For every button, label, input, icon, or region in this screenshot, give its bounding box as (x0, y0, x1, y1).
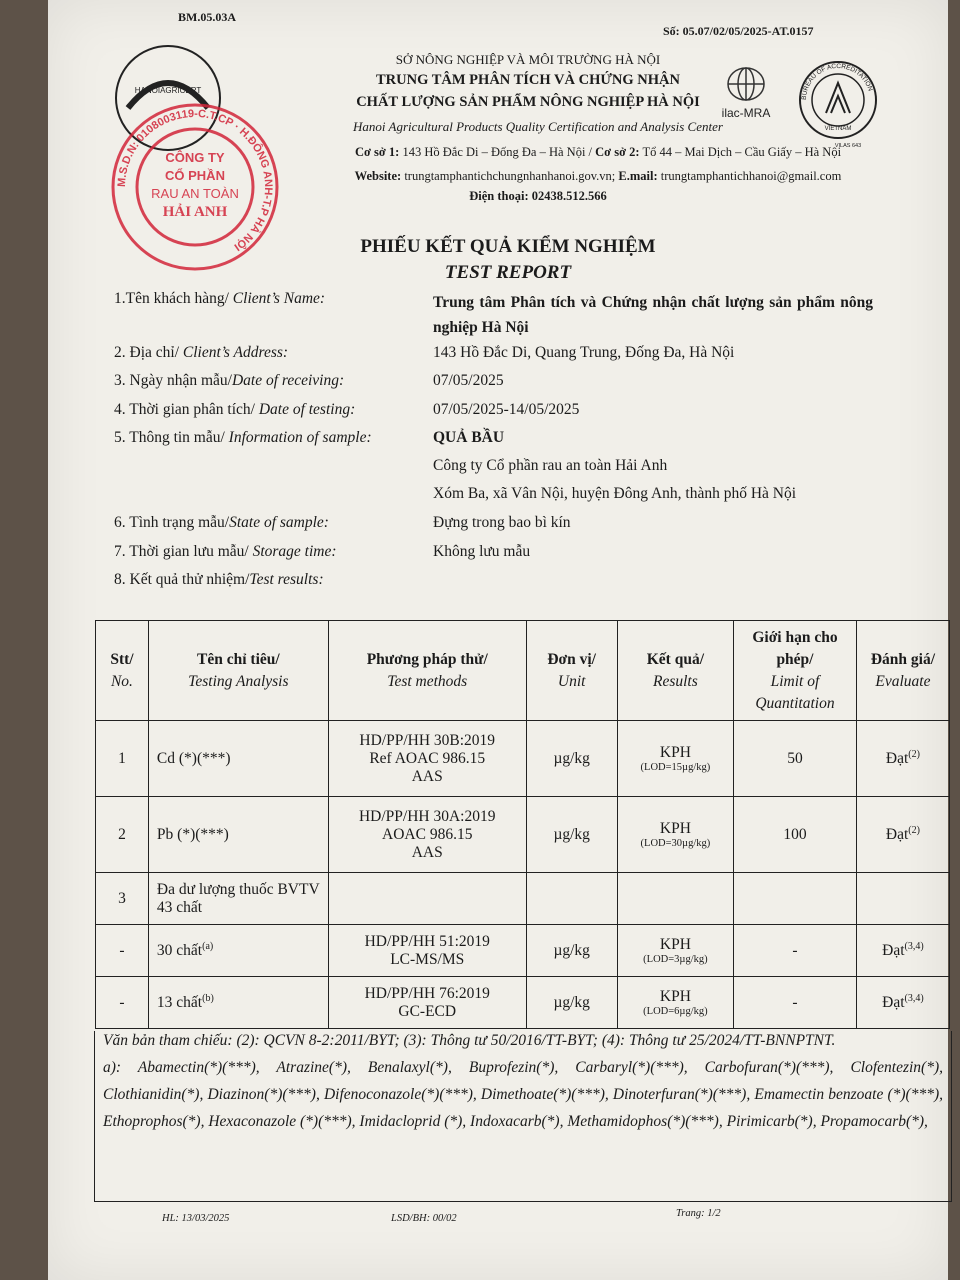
results-table (95, 620, 950, 1029)
sample-name: QUẢ BẦU (433, 429, 505, 446)
boa-logo (793, 58, 883, 148)
storage-time-label: 7. Thời gian lưu mẫu/ Storage time: (114, 543, 337, 560)
stamp-line1: CÔNG TY (165, 150, 225, 165)
vilas-code: VILAS 643 (834, 143, 862, 148)
client-address-value: 143 Hồ Đắc Di, Quang Trung, Đống Đa, Hà Nội (433, 344, 735, 361)
row-limit: - (734, 925, 857, 977)
row-evaluate: Đạt$^{(3,4)}$ (856, 925, 949, 977)
sample-info-label: 5. Thông tin mẫu/ Information of sample: (114, 429, 372, 446)
row-method: HD/PP/HH 30B:2019 Ref AOAC 986.15 AAS (328, 721, 526, 797)
header-limit: Giới hạn cho phép/ Limit of Quantitation (734, 621, 857, 721)
header-ministry: SỞ NÔNG NGHIỆP VÀ MÔI TRƯỜNG HÀ NỘI (395, 52, 661, 67)
test-results-label: 8. Kết quả thử nhiệm/Test results: (114, 571, 324, 588)
header-center: TRUNG TÂM PHÂN TÍCH VÀ CHỨNG NHẬN (376, 72, 680, 88)
row-evaluate: Đạt$^{(3,4)}$ (856, 977, 949, 1029)
header-center-2: CHẤT LƯỢNG SẢN PHẨM NÔNG NGHIỆP HÀ NỘI (356, 94, 700, 110)
boa-country: VIETNAM (824, 126, 852, 132)
header-english: Hanoi Agricultural Products Quality Certification and Analysis Center (353, 119, 723, 134)
reference-notes (95, 1027, 951, 1135)
client-address-label: 2. Địa chỉ/ Client’s Address: (114, 344, 289, 361)
email-label: E.mail: (618, 169, 658, 183)
row-method: HD/PP/HH 76:2019 GC-ECD (328, 977, 526, 1029)
row-result: KPH (LOD=3µg/kg) (617, 925, 733, 977)
row-result: KPH (LOD=15µg/kg) (617, 721, 733, 797)
report-title-en: TEST REPORT (444, 262, 572, 283)
table-row (96, 721, 950, 797)
header-evaluate: Đánh giá/ Evaluate (856, 621, 949, 721)
row-result: KPH (LOD=30µg/kg) (617, 797, 733, 873)
row-unit: µg/kg (526, 977, 617, 1029)
ilac-text: ilac-MRA (721, 106, 771, 120)
row-analysis: Cd (*)(***) (148, 721, 328, 797)
table-header-row (96, 621, 950, 721)
row-analysis: 30 chất$^{(a)}$ (148, 925, 328, 977)
footer-hl: HL: 13/03/2025 (162, 1213, 230, 1224)
row-limit: 100 (734, 797, 857, 873)
form-code: BM.05.03A (178, 10, 236, 24)
website-label: Website: (354, 169, 402, 183)
row-analysis: 13 chất$^{(b)}$ (148, 977, 328, 1029)
header-result: Kết quả/ Results (617, 621, 733, 721)
reference-docs: Văn bản tham chiếu: (2): QCVN 8-2:2011/BYT; (3): Thông tư 50/2016/TT-BYT; (4): Thông tư 25/2024/TT-BNNPTNT. (103, 1032, 836, 1049)
row-limit: - (734, 977, 857, 1029)
report-title-vi: PHIẾU KẾT QUẢ KIỂM NGHIỆM (360, 236, 656, 257)
document-page (48, 0, 948, 1280)
row-unit: µg/kg (526, 925, 617, 977)
row-no: - (96, 977, 149, 1029)
document-number: Số: 05.07/02/05/2025-AT.0157 (663, 24, 814, 38)
testing-date-value: 07/05/2025-14/05/2025 (433, 401, 580, 418)
ilac-mra-logo (706, 62, 786, 122)
row-method: HD/PP/HH 30A:2019 AOAC 986.15 AAS (328, 797, 526, 873)
header-no: Stt/ No. (96, 621, 149, 721)
address1: 143 Hồ Đắc Di – Đống Đa – Hà Nội / (402, 145, 596, 159)
header-method: Phương pháp thử/ Test methods (328, 621, 526, 721)
row-unit: µg/kg (526, 797, 617, 873)
left-logo-text: HANOIAGRICERT (134, 86, 202, 95)
row-no: 2 (96, 797, 149, 873)
sample-state-label: 6. Tình trạng mẫu/State of sample: (114, 514, 329, 531)
row-limit: 50 (734, 721, 857, 797)
header-phone: Điện thoại: 02438.512.566 (469, 189, 607, 203)
sample-state-value: Đựng trong bao bì kín (433, 514, 571, 531)
row-no: 1 (96, 721, 149, 797)
email: trungtamphantichhanoi@gmail.com (660, 169, 842, 183)
footer-page: Trang: 1/2 (676, 1208, 721, 1219)
reference-list-a: a): Abamectin(*)(***), Atrazine(*), Benalaxyl(*), Buprofezin(*), Carbaryl(*)(***), Carbofuran(*)(***), Clofentezin(*), Clothianidin(*), Diazinon(*)(***), Difenoconazole(*)(***), Dimethoate(*)(***), Dinoterfuran(*)(***), Emamectin benzoate (*)(***), Ethoprophos(*), Hexaconazole (*)(***), Imidacloprid (*), Indoxacarb(*), Methamidophos(*)(***), Pirimicarb(*), Propamocarb(*), (103, 1059, 943, 1130)
table-row (96, 873, 950, 925)
receiving-date-value: 07/05/2025 (433, 372, 504, 389)
receiving-date-label: 3. Ngày nhận mẫu/Date of receiving: (114, 372, 345, 389)
row-evaluate: Đạt$^{(2)}$ (856, 797, 949, 873)
row-evaluate: Đạt$^{(2)}$ (856, 721, 949, 797)
row-no: 3 (96, 873, 149, 925)
row-method: HD/PP/HH 51:2019 LC-MS/MS (328, 925, 526, 977)
row-result: KPH (LOD=6µg/kg) (617, 977, 733, 1029)
table-row (96, 925, 950, 977)
stamp-line2: CỔ PHẦN (165, 168, 225, 183)
client-name-label: 1.Tên khách hàng/ Client’s Name: (114, 290, 326, 307)
table-row (96, 977, 950, 1029)
website: trungtamphantichchungnhanhanoi.gov.vn; (404, 169, 619, 183)
footer-lsd: LSD/BH: 00/02 (391, 1213, 457, 1224)
header-unit: Đơn vị/ Unit (526, 621, 617, 721)
stamp-line4: HẢI ANH (162, 204, 228, 220)
table-row (96, 797, 950, 873)
client-name-value: Trung tâm Phân tích và Chứng nhận chất lượng sản phẩm nông nghiệp Hà Nội (433, 294, 873, 336)
address2-label: Cơ sở 2: (595, 145, 640, 159)
row-unit: µg/kg (526, 721, 617, 797)
stamp-ring-text: M.S.D.N: 0108003119-C.T.CP · H.ĐÔNG ANH-T.P HÀ NỘI (115, 107, 275, 253)
address1-label: Cơ sở 1: (354, 145, 400, 159)
boa-ring-text: BUREAU OF ACCREDITATION (800, 62, 874, 101)
testing-date-label: 4. Thời gian phân tích/ Date of testing: (114, 401, 356, 418)
sample-address: Xóm Ba, xã Vân Nội, huyện Đông Anh, thành phố Hà Nội (433, 485, 797, 502)
address2: Tổ 44 – Mai Dịch – Cầu Giấy – Hà Nội (642, 145, 842, 159)
row-analysis: Đa dư lượng thuốc BVTV 43 chất (148, 873, 328, 925)
sample-company: Công ty Cổ phần rau an toàn Hải Anh (433, 457, 668, 474)
row-no: - (96, 925, 149, 977)
stamp-line3: RAU AN TOÀN (151, 186, 239, 201)
header-analysis: Tên chỉ tiêu/ Testing Analysis (148, 621, 328, 721)
row-analysis: Pb (*)(***) (148, 797, 328, 873)
storage-time-value: Không lưu mẫu (433, 543, 531, 560)
